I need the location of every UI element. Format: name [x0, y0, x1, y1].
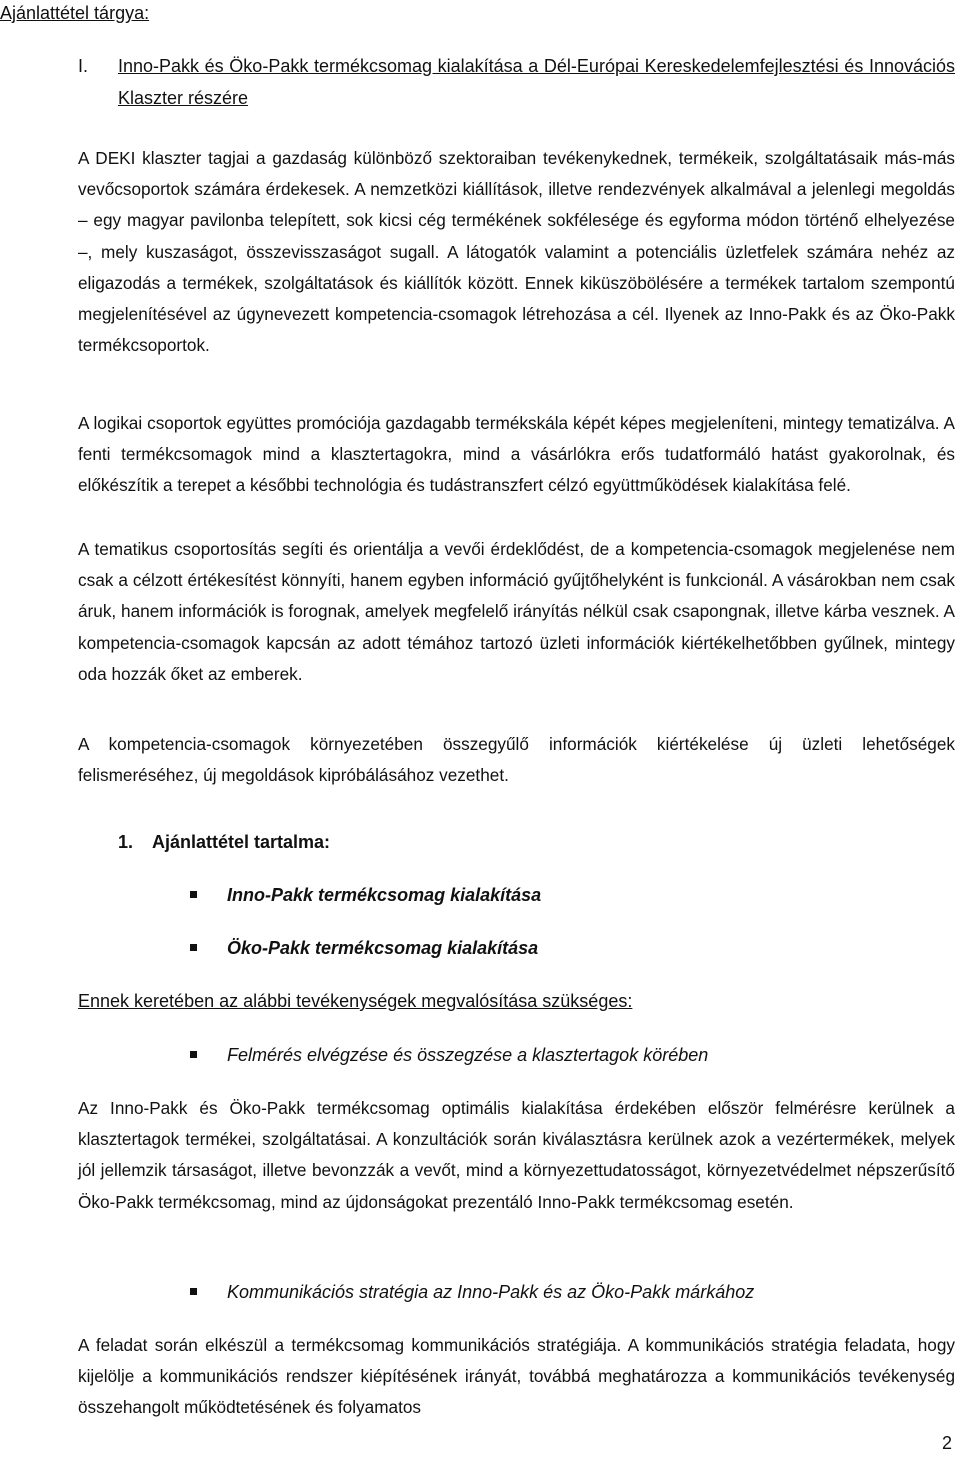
paragraph-evaluation: A kompetencia-csomagok környezetében összegyűlő információk kiértékelése új üzleti lehetőségek felismeréséhez, új megoldások kipróbálásához vezethet. — [78, 734, 955, 786]
bullet-communication — [190, 1277, 754, 1307]
square-bullet-icon — [190, 1051, 197, 1058]
bullet-text: Felmérés elvégzése és összegzése a klasztertagok körében — [227, 1045, 709, 1065]
bullet-inno-pakk — [190, 880, 541, 910]
page-heading: Ajánlattétel tárgya: — [0, 3, 150, 23]
section-number: I. — [78, 56, 89, 76]
subsection-title — [118, 826, 330, 858]
page-number: 2 — [941, 1433, 952, 1453]
bullet-oko-pakk — [190, 933, 538, 963]
bullet-text: Inno-Pakk termékcsomag kialakítása — [227, 885, 542, 905]
section-title — [78, 50, 955, 114]
section-title-text: Inno-Pakk és Öko-Pakk termékcsomag kialakítása a Dél-Európai Kereskedelemfejlesztési és Innovációs Klaszter részére — [118, 56, 955, 108]
subsection-title-text: Ajánlattétel tartalma: — [152, 832, 331, 852]
bullet-text: Öko-Pakk termékcsomag kialakítása — [227, 938, 539, 958]
subsection-number: 1. — [118, 832, 134, 852]
square-bullet-icon — [190, 1288, 197, 1295]
paragraph-communication: A feladat során elkészül a termékcsomag kommunikációs stratégiája. A kommunikációs stratégia feladata, hogy kijelölje a kommunikációs rendszer kiépítésének irányát, továbbá meghatározza a kommunikációs tevékenység összehangolt működtetésének és folyamatos — [78, 1335, 955, 1418]
bullet-survey — [190, 1040, 708, 1070]
bullet-text: Kommunikációs stratégia az Inno-Pakk és az Öko-Pakk márkához — [227, 1282, 755, 1302]
paragraph-thematic: A tematikus csoportosítás segíti és orientálja a vevői érdeklődést, de a kompetencia-csomagok megjelenése nem csak a célzott értékesítést könnyíti, hanem egyben információ gyűjtőhelyként is funkcionál. A vásárokban nem csak áruk, hanem információk is forognak, amelyek megfelelő irányítás nélkül csak csapongnak, illetve kárba vesznek. A kompetencia-csomagok kapcsán az adott témához tartozó üzleti információk kiértékelhetőbben gyűlnek, mintegy oda hozzák őket az emberek. — [78, 539, 955, 684]
paragraph-promotion: A logikai csoportok együttes promóciója gazdagabb termékskála képét képes megjeleníteni, mintegy tematizálva. A fenti termékcsomagok mind a klasztertagokra, mind a vásárlókra erős tudatformáló hatást gyakorolnak, és előkészítik a terepet a későbbi technológia és tudástranszfert célzó együttműködések kialakítása felé. — [78, 413, 955, 496]
square-bullet-icon — [190, 944, 197, 951]
activities-heading: Ennek keretében az alábbi tevékenységek megvalósítása szükséges: — [78, 991, 633, 1011]
paragraph-survey: Az Inno-Pakk és Öko-Pakk termékcsomag optimális kialakítása érdekében először felmérésre kerülnek a klasztertagok termékei, szolgáltatásai. A konzultációk során kiválasztásra kerülnek azok a vezértermékek, melyek jól jellemzik társaságot, illetve bevonzzák a vevőt, mind a környezettudatosságot, környezetvédelmet népszerűsítő Öko-Pakk termékcsomag, mind az újdonságokat prezentáló Inno-Pakk termékcsomag esetén. — [78, 1098, 955, 1212]
square-bullet-icon — [190, 891, 197, 898]
paragraph-intro: A DEKI klaszter tagjai a gazdaság különböző szektoraiban tevékenykednek, termékeik, szolgáltatásaik más-más vevőcsoportok számára érdekesek. A nemzetközi kiállítások, illetve rendezvények alkalmával a jelenlegi megoldás – egy magyar pavilonba telepített, sok kicsi cég termékének sokfélesége és egyforma módon történő elhelyezése –, mely kuszaságot, összevisszaságot sugall. A látogatók valamint a potenciális üzletfelek számára nehéz az eligazodás a termékek, szolgáltatások és kiállítók között. Ennek kiküszöbölésére a termékek tartalom szempontú megjelenítésével az úgynevezett kompetencia-csomagok létrehozása a cél. Ilyenek az Inno-Pakk és az Öko-Pakk termékcsoportok. — [78, 148, 955, 356]
